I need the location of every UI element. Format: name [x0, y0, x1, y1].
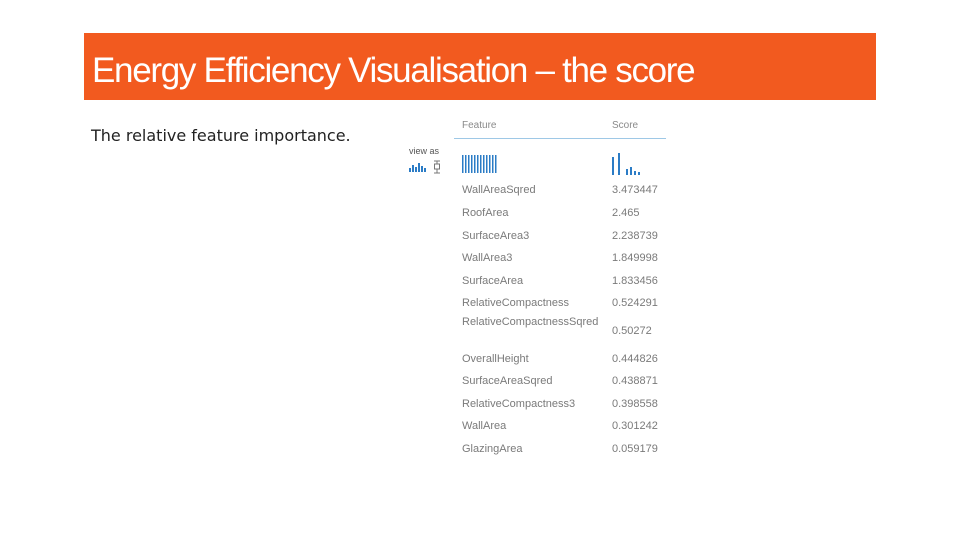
score-cell: 3.473447 — [612, 184, 658, 196]
table-row[interactable] — [454, 247, 666, 270]
column-header-score[interactable]: Score — [612, 120, 639, 131]
table-row[interactable] — [454, 313, 666, 348]
feature-cell: GlazingArea — [462, 443, 523, 455]
table-row[interactable] — [454, 270, 666, 292]
score-cell: 1.833456 — [612, 275, 658, 287]
score-cell: 0.059179 — [612, 443, 658, 455]
view-as-label: view as — [409, 146, 440, 156]
feature-histogram-icon[interactable] — [462, 155, 498, 173]
feature-cell: RoofArea — [462, 207, 509, 219]
score-cell: 0.301242 — [612, 420, 658, 432]
score-histogram-icon[interactable] — [612, 153, 648, 175]
slide-title: Energy Efficiency Visualisation – the score — [92, 51, 695, 90]
feature-cell: RelativeCompactness — [462, 297, 569, 309]
feature-cell: RelativeCompactness3 — [462, 398, 576, 410]
histogram-icon[interactable] — [409, 163, 426, 172]
feature-cell: SurfaceArea — [462, 275, 524, 287]
boxplot-icon[interactable] — [434, 161, 440, 173]
feature-cell: WallArea3 — [462, 252, 513, 264]
table-row[interactable] — [454, 292, 666, 313]
table-row[interactable] — [454, 225, 666, 247]
table-row[interactable] — [454, 202, 666, 225]
feature-cell: RelativeCompactnessSqred — [462, 316, 599, 328]
score-cell: 0.438871 — [612, 375, 658, 387]
feature-cell: WallAreaSqred — [462, 184, 536, 196]
table-row[interactable] — [454, 348, 666, 370]
table-header — [454, 114, 666, 139]
table-row[interactable] — [454, 370, 666, 393]
score-cell: 2.465 — [612, 207, 640, 219]
score-cell: 0.444826 — [612, 353, 658, 365]
feature-score-table — [454, 114, 666, 460]
table-row[interactable] — [454, 415, 666, 438]
feature-cell: WallArea — [462, 420, 507, 432]
score-cell: 1.849998 — [612, 252, 658, 264]
score-cell: 0.524291 — [612, 297, 658, 309]
view-as-toggle — [409, 158, 445, 176]
feature-cell: SurfaceAreaSqred — [462, 375, 553, 387]
table-body — [454, 179, 666, 460]
title-bar — [84, 33, 876, 100]
table-row[interactable] — [454, 179, 666, 202]
score-cell: 0.398558 — [612, 398, 658, 410]
feature-cell: SurfaceArea3 — [462, 230, 530, 242]
score-cell: 0.50272 — [612, 325, 652, 337]
slide-subtitle: The relative feature importance. — [91, 126, 351, 145]
column-header-feature[interactable]: Feature — [462, 120, 497, 131]
column-histograms — [454, 139, 666, 179]
table-row[interactable] — [454, 438, 666, 460]
feature-cell: OverallHeight — [462, 353, 529, 365]
table-row[interactable] — [454, 393, 666, 415]
score-cell: 2.238739 — [612, 230, 658, 242]
